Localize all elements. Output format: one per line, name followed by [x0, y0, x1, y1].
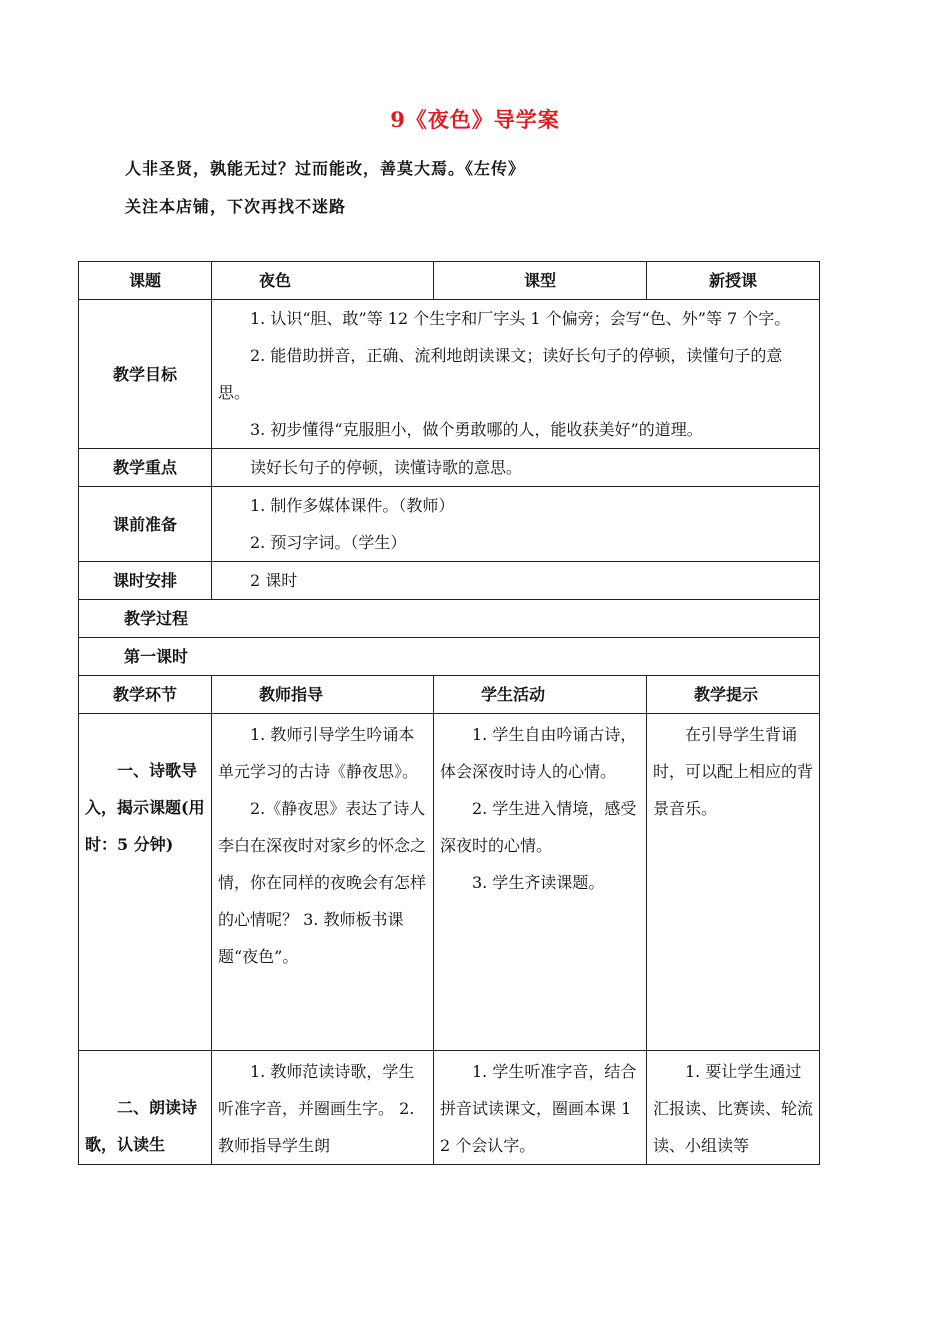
- student-item: 1. 学生自由吟诵古诗，体会深夜时诗人的心情。: [440, 725, 637, 781]
- prep-label: 课前准备: [79, 487, 212, 562]
- tip-cell: [647, 1051, 820, 1165]
- header-step: 教学环节: [79, 676, 212, 714]
- step-text: 一、诗歌导入，揭示课题(用时：5 分钟): [85, 761, 205, 854]
- step-cell: [79, 1051, 212, 1165]
- table-row: [79, 638, 820, 676]
- topic-value: 夜色: [212, 262, 434, 300]
- tip-item: 1. 要让学生通过汇报读、比赛读、轮流读、小组读等: [653, 1062, 814, 1155]
- goals-cell: [212, 300, 820, 449]
- student-item: 2. 学生进入情境，感受深夜时的心情。: [440, 799, 637, 855]
- teacher-item: 2.《静夜思》表达了诗人李白在深夜时对家乡的怀念之情，你在同样的夜晚会有怎样的心情呢？ 3. 教师板书课题“夜色”。: [218, 799, 427, 966]
- table-row: [79, 1051, 820, 1165]
- table-row: [79, 262, 820, 300]
- tip-cell: [647, 714, 820, 1051]
- prep-item: 1. 制作多媒体课件。（教师）: [250, 496, 455, 515]
- type-value: 新授课: [647, 262, 820, 300]
- prep-cell: [212, 487, 820, 562]
- table-row: [79, 714, 820, 1051]
- prep-item: 2. 预习字词。（学生）: [250, 533, 407, 552]
- goal-item: 2. 能借助拼音，正确、流利地朗读课文；读好长句子的停顿，读懂句子的意思。: [218, 346, 783, 402]
- goal-item: 1. 认识“胆、敢”等 12 个生字和厂字头 1 个偏旁；会写“色、外”等 7 个字。: [250, 309, 791, 328]
- topic-label: 课题: [79, 262, 212, 300]
- table-row: [79, 300, 820, 449]
- key-label: 教学重点: [79, 449, 212, 487]
- header-teacher: 教师指导: [212, 676, 434, 714]
- table-row: [79, 600, 820, 638]
- teacher-cell: [212, 714, 434, 1051]
- hours-label: 课时安排: [79, 562, 212, 600]
- notice-line: 关注本店铺，下次再找不迷路: [125, 197, 347, 216]
- hours-value: 2 课时: [212, 562, 820, 600]
- goals-label: 教学目标: [79, 300, 212, 449]
- student-cell: [434, 714, 647, 1051]
- quote-line: 人非圣贤，孰能无过？过而能改，善莫大焉。《左传》: [125, 159, 526, 178]
- student-item: 3. 学生齐读课题。: [472, 873, 605, 892]
- step-text: 二、朗读诗歌，认读生: [85, 1098, 198, 1154]
- table-row: [79, 449, 820, 487]
- process-label: 教学过程: [79, 600, 820, 638]
- table-row: [79, 487, 820, 562]
- header-student: 学生活动: [434, 676, 647, 714]
- header-tip: 教学提示: [647, 676, 820, 714]
- student-item: 1. 学生听准字音，结合拼音试读课文，圈画本课 12 个会认字。: [440, 1062, 637, 1155]
- key-value: 读好长句子的停顿，读懂诗歌的意思。: [212, 449, 820, 487]
- teacher-item: 1. 教师范读诗歌，学生听准字音，并圈画生字。 2. 教师指导学生朗: [218, 1062, 415, 1155]
- goal-item: 3. 初步懂得“克服胆小，做个勇敢哪的人，能收获美好”的道理。: [250, 420, 703, 439]
- teacher-item: 1. 教师引导学生吟诵本单元学习的古诗《静夜思》。: [218, 725, 419, 781]
- document-title: 9《夜色》导学案: [390, 107, 560, 132]
- table-row: [79, 562, 820, 600]
- lesson-label: 第一课时: [79, 638, 820, 676]
- teacher-cell: [212, 1051, 434, 1165]
- tip-item: 在引导学生背诵时，可以配上相应的背景音乐。: [653, 725, 814, 818]
- type-label: 课型: [434, 262, 647, 300]
- lesson-plan-table: [78, 261, 820, 1165]
- step-cell: [79, 714, 212, 1051]
- student-cell: [434, 1051, 647, 1165]
- table-header-row: [79, 676, 820, 714]
